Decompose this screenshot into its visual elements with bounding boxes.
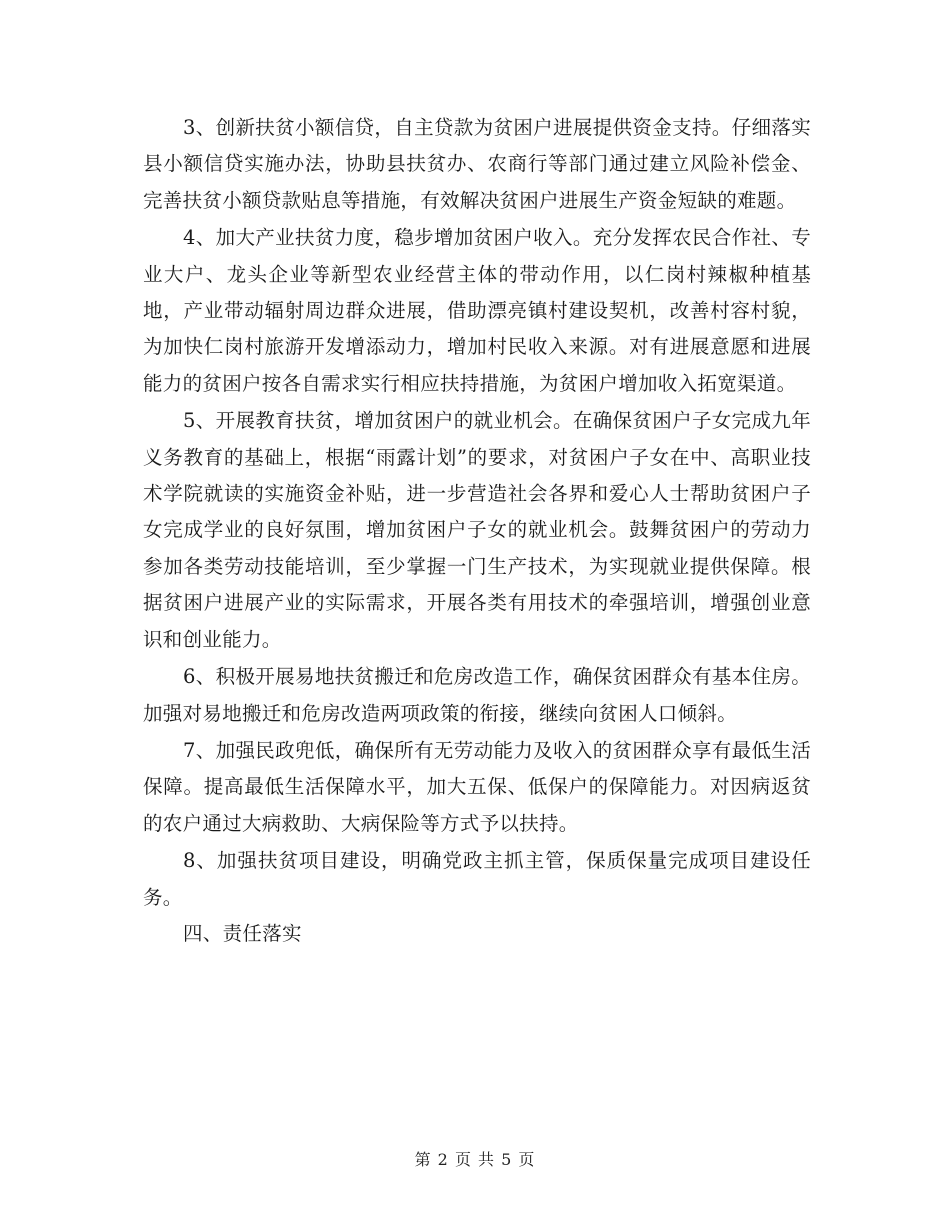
section-heading: 四、责任落实	[183, 921, 302, 945]
paragraph-item-6: 6、积极开展易地扶贫搬迁和危房改造工作，确保贫困群众有基本住房。加强对易地搬迁和危房改造两项政策的衔接，继续向贫困人口倾斜。	[143, 665, 811, 725]
document-body	[143, 110, 811, 952]
paragraph-item-3: 3、创新扶贫小额信贷，自主贷款为贫困户进展提供资金支持。仔细落实县小额信贷实施办法，协助县扶贫办、农商行等部门通过建立风险补偿金、完善扶贫小额贷款贴息等措施，有效解决贫困户进展生产资金短缺的难题。	[143, 116, 811, 212]
paragraph-item-8: 8、加强扶贫项目建设，明确党政主抓主管，保质保量完成项目建设任务。	[143, 849, 811, 909]
page-number-footer: 第 2 页 共 5 页	[414, 1150, 536, 1169]
paragraph-item-7: 7、加强民政兜低，确保所有无劳动能力及收入的贫困群众享有最低生活保障。提高最低生活保障水平，加大五保、低保户的保障能力。对因病返贫的农户通过大病救助、大病保险等方式予以扶持。	[143, 738, 811, 835]
paragraph-item-4: 4、加大产业扶贫力度，稳步增加贫困户收入。充分发挥农民合作社、专业大户、龙头企业等新型农业经营主体的带动作用，以仁岗村辣椒种植基地，产业带动辐射周边群众进展，借助漂亮镇村建设契机，改善村容村貌，为加快仁岗村旅游开发增添动力，增加村民收入来源。对有进展意愿和进展能力的贫困户按各自需求实行相应扶持措施，为贫困户增加收入拓宽渠道。	[143, 226, 811, 395]
paragraph-item-5: 5、开展教育扶贫，增加贫困户的就业机会。在确保贫困户子女完成九年义务教育的基础上，根据“雨露计划”的要求，对贫困户子女在中、高职业技术学院就读的实施资金补贴，进一步营造社会各界和爱心人士帮助贫困户子女完成学业的良好氛围，增加贫困户子女的就业机会。鼓舞贫困户的劳动力参加各类劳动技能培训，至少掌握一门生产技术，为实现就业提供保障。根据贫困户进展产业的实际需求，开展各类有用技术的牵强培训，增强创业意识和创业能力。	[143, 409, 811, 651]
